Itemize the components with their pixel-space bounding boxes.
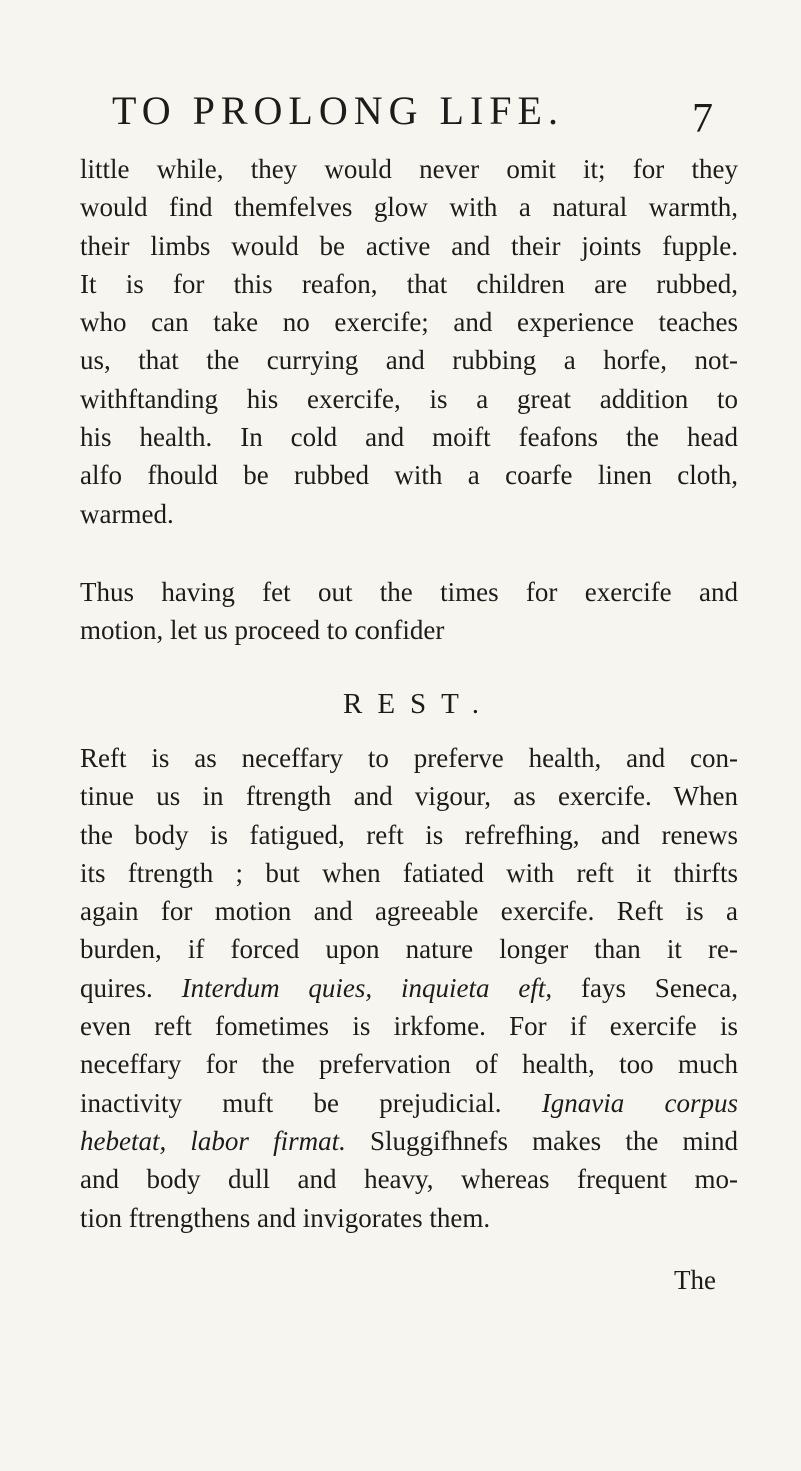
text-line: burden, if forced upon nature longer than it re- [80,934,738,965]
text-line: the body is fatigued, reft is refrefhing, and renews [80,819,738,850]
text-line: again for motion and agreeable exercife. Reft is a [80,896,738,927]
text-line: warmed. [80,498,174,529]
text-line: and body dull and heavy, whereas frequent mo- [80,1164,738,1195]
latin-quote: Ignavia corpus [541,1087,738,1118]
text-run: Sluggifhnefs makes the mind [345,1125,738,1156]
text-line: Thus having fet out the times for exercife and [80,577,738,607]
paragraph-transition [80,573,738,650]
latin-quote: hebetat, labor firmat. [80,1125,346,1156]
text-line: tion ftrengthens and invigorates them. [80,1202,491,1233]
catchword: The [674,1265,716,1295]
text-line: even reft fometimes is irkfome. For if exercife is [80,1011,738,1042]
page-number: 7 [692,96,713,142]
paragraph-rest [80,739,738,1237]
paragraph-rubbing [80,150,738,533]
text-run: quires. [80,972,182,1003]
text-line: would find themfelves glow with a natural warmth, [80,192,738,223]
text-line: us, that the currying and rubbing a horfe, not- [80,345,738,376]
text-line-with-quote [80,1084,738,1122]
text-line: withftanding his exercife, is a great addition to [80,383,738,414]
running-head [112,86,713,142]
section-heading: REST. [343,688,494,720]
text-line: neceffary for the prefervation of health, too much [80,1049,738,1080]
text-line: Reft is as neceffary to preferve health, and con- [80,743,738,773]
text-line: their limbs would be active and their joints fupple. [80,230,738,261]
text-line: who can take no exercife; and experience teaches [80,307,738,338]
text-line: its ftrength ; but when fatiated with reft it thirfts [80,857,738,888]
text-line-with-quote [80,1122,738,1160]
text-line: alfo fhould be rubbed with a coarfe linen cloth, [80,460,738,491]
text-line: tinue us in ftrength and vigour, as exercife. When [80,781,738,812]
running-title: TO PROLONG LIFE. [112,88,564,133]
text-run: fays Seneca, [552,972,739,1003]
text-line: motion, let us proceed to confider [80,615,445,646]
text-run: inactivity muft be prejudicial. [80,1087,542,1118]
latin-quote: Interdum quies, inquieta eft, [181,972,553,1003]
text-line: his health. In cold and moift feafons the head [80,422,738,453]
text-line-with-quote [80,969,738,1007]
text-line: little while, they would never omit it; for they [80,154,738,184]
text-line: It is for this reafon, that children are rubbed, [80,268,738,299]
